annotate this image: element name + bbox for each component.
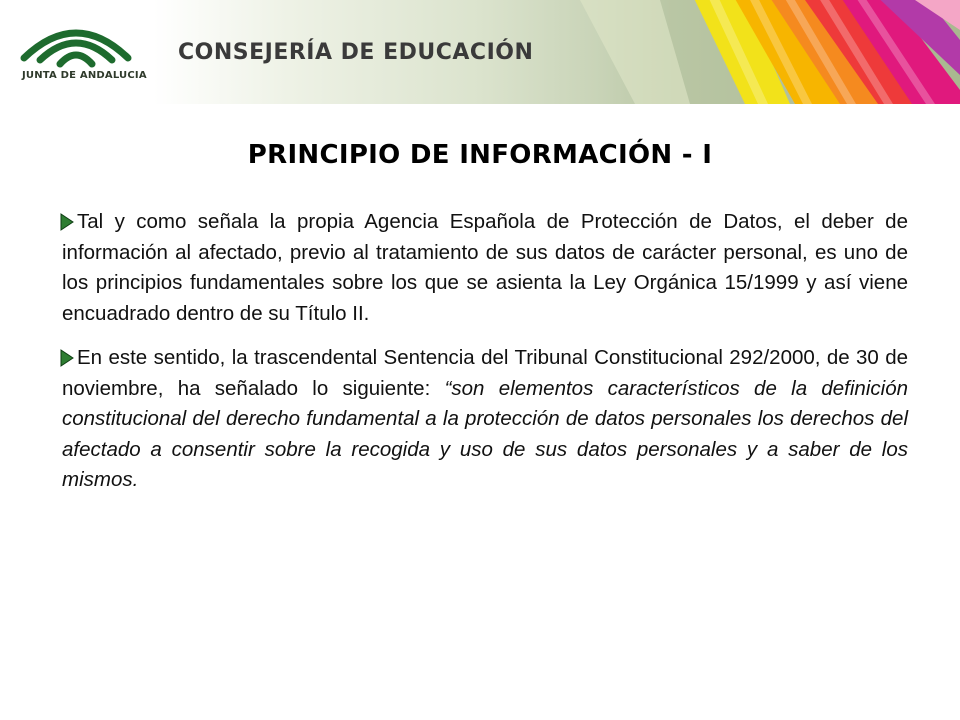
bullet-2-lead-text: En este sentido, la trascendental Sentencia del Tribunal Constitucional 292/2000, de 30 de noviembre, ha señalado lo siguiente:: [62, 346, 908, 400]
slide-content: [62, 207, 908, 510]
bullet-paragraph-1: [62, 207, 908, 329]
junta-andalucia-logo: [18, 14, 148, 94]
arrow-bullet-icon: [60, 349, 74, 367]
logo-text: JUNTA DE ANDALUCIA: [22, 70, 147, 81]
bullet-2-quote: “son elementos característicos de la definición constitucional del derecho fundamental a la protección de datos personales los derechos del afectado a consentir sobre la recogida y uso de sus datos personales y a saber de los mismos.: [62, 376, 908, 491]
header-banner: [0, 0, 960, 104]
crayons-image: [540, 0, 960, 104]
slide-title: PRINCIPIO DE INFORMACIÓN - I: [247, 140, 713, 170]
bullet-paragraph-2: [62, 343, 908, 496]
arrow-bullet-icon: [60, 213, 74, 231]
bullet-1-text: Tal y como señala la propia Agencia Española de Protección de Datos, el deber de información al afectado, previo al tratamiento de sus datos de carácter personal, es uno de los principios fundamentales sobre los que se asienta la Ley Orgánica 15/1999 y así viene encuadrado dentro de su Título II.: [62, 210, 908, 325]
department-name: CONSEJERÍA DE EDUCACIÓN: [178, 40, 534, 65]
